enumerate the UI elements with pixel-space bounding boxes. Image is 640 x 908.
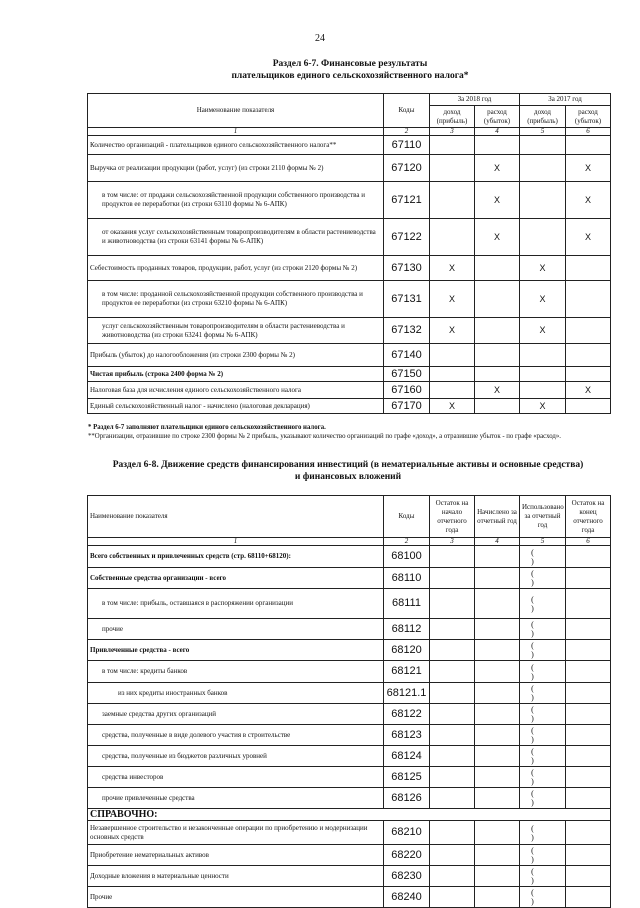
page-number: 24 bbox=[315, 33, 325, 44]
col-num: 2 bbox=[384, 128, 430, 136]
col-num: 2 bbox=[384, 538, 430, 546]
cell-paren: ( ) bbox=[520, 546, 566, 568]
cell-value bbox=[566, 821, 611, 845]
cell-value bbox=[430, 367, 475, 382]
cell-value: X bbox=[520, 281, 566, 318]
cell-value bbox=[430, 746, 475, 767]
cell-value bbox=[566, 887, 611, 908]
cell-value bbox=[520, 344, 566, 367]
col-num: 3 bbox=[430, 538, 475, 546]
cell-value bbox=[430, 845, 475, 866]
cell-paren: ( ) bbox=[520, 640, 566, 661]
row-code: 68240 bbox=[384, 887, 430, 908]
cell-value bbox=[566, 136, 611, 155]
table-row bbox=[88, 281, 611, 318]
cell-value bbox=[566, 704, 611, 725]
header-code: Коды bbox=[384, 94, 430, 128]
cell-paren: ( ) bbox=[520, 845, 566, 866]
row-code: 68220 bbox=[384, 845, 430, 866]
cell-paren: ( ) bbox=[520, 661, 566, 683]
row-code: 68100 bbox=[384, 546, 430, 568]
cell-value bbox=[475, 589, 520, 619]
cell-value bbox=[475, 619, 520, 640]
cell-value bbox=[475, 821, 520, 845]
cell-paren: ( ) bbox=[520, 619, 566, 640]
cell-value bbox=[475, 367, 520, 382]
row-code: 68210 bbox=[384, 821, 430, 845]
table-row bbox=[88, 788, 611, 809]
cell-value bbox=[475, 746, 520, 767]
row-code: 67140 bbox=[384, 344, 430, 367]
cell-value bbox=[475, 318, 520, 344]
table-row bbox=[88, 619, 611, 640]
col-num: 1 bbox=[88, 538, 384, 546]
row-label: Незавершенное строительство и незаконченные операции по приобретению и модернизации основных средств bbox=[88, 821, 384, 845]
cell-value bbox=[430, 546, 475, 568]
header-name: Наименование показателя bbox=[88, 496, 384, 538]
table-row bbox=[88, 845, 611, 866]
col-num: 5 bbox=[520, 538, 566, 546]
cell-value: X bbox=[475, 382, 520, 399]
table-row bbox=[88, 318, 611, 344]
cell-value bbox=[475, 661, 520, 683]
table-row bbox=[88, 546, 611, 568]
row-label: в том числе: проданной сельскохозяйственной продукции собственного производства и продуктов ее переработки (из строки 63210 формы № 6-АПК) bbox=[88, 281, 384, 318]
table-row bbox=[88, 683, 611, 704]
header-name: Наименование показателя bbox=[88, 94, 384, 128]
cell-value bbox=[430, 382, 475, 399]
cell-value: X bbox=[475, 182, 520, 219]
row-code: 68112 bbox=[384, 619, 430, 640]
col-num: 3 bbox=[430, 128, 475, 136]
cell-value bbox=[430, 704, 475, 725]
investment-funding-table bbox=[87, 495, 611, 908]
row-code: 68123 bbox=[384, 725, 430, 746]
table-row bbox=[88, 367, 611, 382]
row-label: прочие привлеченные средства bbox=[88, 788, 384, 809]
section-6-8-title-line1: Раздел 6-8. Движение средств финансирования инвестиций (в нематериальные активы и основные средства) bbox=[112, 460, 584, 470]
row-code: 68125 bbox=[384, 767, 430, 788]
cell-value bbox=[430, 887, 475, 908]
cell-value bbox=[566, 281, 611, 318]
row-code: 68124 bbox=[384, 746, 430, 767]
row-code: 68122 bbox=[384, 704, 430, 725]
col-num: 4 bbox=[475, 128, 520, 136]
row-label: из них кредиты иностранных банков bbox=[88, 683, 384, 704]
header-end-balance: Остаток на конец отчетного года bbox=[566, 496, 611, 538]
cell-value bbox=[566, 725, 611, 746]
row-label: Привлеченные средства - всего bbox=[88, 640, 384, 661]
table-row bbox=[88, 866, 611, 887]
section-6-7-title-line1: Раздел 6-7. Финансовые результаты bbox=[272, 59, 428, 69]
cell-value bbox=[430, 219, 475, 256]
cell-value bbox=[430, 182, 475, 219]
row-label: средства, полученные в виде долевого участия в строительстве bbox=[88, 725, 384, 746]
cell-paren: ( ) bbox=[520, 788, 566, 809]
header-start-balance: Остаток на начало отчетного года bbox=[430, 496, 475, 538]
row-label: Собственные средства организации - всего bbox=[88, 568, 384, 589]
row-label: средства, полученные из бюджетов различных уровней bbox=[88, 746, 384, 767]
cell-value: X bbox=[566, 219, 611, 256]
cell-value bbox=[566, 640, 611, 661]
cell-paren: ( ) bbox=[520, 704, 566, 725]
cell-value bbox=[430, 589, 475, 619]
col-num: 4 bbox=[475, 538, 520, 546]
cell-paren: ( ) bbox=[520, 821, 566, 845]
cell-value bbox=[520, 136, 566, 155]
table-row bbox=[88, 155, 611, 182]
row-label: Прибыль (убыток) до налогообложения (из строки 2300 формы № 2) bbox=[88, 344, 384, 367]
row-code: 68126 bbox=[384, 788, 430, 809]
header-expense-2017: расход (убыток) bbox=[566, 106, 611, 128]
table-row bbox=[88, 704, 611, 725]
cell-value bbox=[475, 640, 520, 661]
cell-value: X bbox=[475, 155, 520, 182]
table-row bbox=[88, 887, 611, 908]
row-code: 67120 bbox=[384, 155, 430, 182]
row-code: 67150 bbox=[384, 367, 430, 382]
cell-value bbox=[566, 767, 611, 788]
cell-value bbox=[520, 367, 566, 382]
cell-value bbox=[566, 399, 611, 414]
cell-value bbox=[566, 661, 611, 683]
section-6-7-title bbox=[90, 58, 610, 82]
cell-value: X bbox=[566, 182, 611, 219]
cell-value bbox=[566, 318, 611, 344]
cell-value bbox=[475, 704, 520, 725]
cell-value: X bbox=[520, 399, 566, 414]
table-row bbox=[88, 136, 611, 155]
row-code: 68121.1 bbox=[384, 683, 430, 704]
cell-value bbox=[430, 155, 475, 182]
cell-value bbox=[430, 866, 475, 887]
header-income-2018: доход (прибыль) bbox=[430, 106, 475, 128]
cell-value bbox=[430, 640, 475, 661]
row-label: Выручка от реализации продукции (работ, услуг) (из строки 2110 формы № 2) bbox=[88, 155, 384, 182]
cell-value bbox=[566, 619, 611, 640]
cell-value bbox=[566, 344, 611, 367]
table-row bbox=[88, 821, 611, 845]
col-num: 6 bbox=[566, 128, 611, 136]
row-label: Единый сельскохозяйственный налог - начислено (налоговая декларация) bbox=[88, 399, 384, 414]
cell-value bbox=[520, 155, 566, 182]
row-code: 68121 bbox=[384, 661, 430, 683]
cell-value bbox=[430, 788, 475, 809]
cell-value bbox=[430, 767, 475, 788]
row-code: 67130 bbox=[384, 256, 430, 281]
section-6-8-title-line2: и финансовых вложений bbox=[294, 472, 402, 482]
header-2018: За 2018 год bbox=[430, 94, 520, 106]
cell-value bbox=[475, 136, 520, 155]
row-code: 68110 bbox=[384, 568, 430, 589]
row-label: услуг сельскохозяйственным товаропроизводителям в области растениеводства и животноводства (из строки 63241 формы № 6-АПК) bbox=[88, 318, 384, 344]
cell-value bbox=[566, 589, 611, 619]
cell-paren: ( ) bbox=[520, 887, 566, 908]
header-expense-2018: расход (убыток) bbox=[475, 106, 520, 128]
row-label: Доходные вложения в материальные ценности bbox=[88, 866, 384, 887]
row-code: 67110 bbox=[384, 136, 430, 155]
table-row bbox=[88, 640, 611, 661]
cell-value bbox=[475, 546, 520, 568]
cell-value bbox=[475, 725, 520, 746]
row-code: 68111 bbox=[384, 589, 430, 619]
header-2017: За 2017 год bbox=[520, 94, 611, 106]
cell-value bbox=[475, 281, 520, 318]
cell-value bbox=[475, 845, 520, 866]
row-label: прочие bbox=[88, 619, 384, 640]
cell-value bbox=[475, 399, 520, 414]
reference-label: СПРАВОЧНО: bbox=[88, 809, 611, 821]
cell-value bbox=[566, 367, 611, 382]
col-num: 1 bbox=[88, 128, 384, 136]
section-6-7-title-line2: плательщиков единого сельскохозяйственного налога* bbox=[231, 71, 469, 81]
cell-value: X bbox=[430, 399, 475, 414]
cell-value: X bbox=[566, 382, 611, 399]
cell-paren: ( ) bbox=[520, 568, 566, 589]
table-row bbox=[88, 661, 611, 683]
cell-value bbox=[475, 887, 520, 908]
cell-value bbox=[430, 821, 475, 845]
row-code: 67121 bbox=[384, 182, 430, 219]
row-label: в том числе: от продажи сельскохозяйственной продукции собственного производства и продуктов ее переработки (из строки 63110 формы № 6-АПК) bbox=[88, 182, 384, 219]
row-label: Всего собственных и привлеченных средств (стр. 68110+68120): bbox=[88, 546, 384, 568]
cell-value: X bbox=[430, 281, 475, 318]
cell-value: X bbox=[520, 256, 566, 281]
table-row bbox=[88, 399, 611, 414]
cell-value: X bbox=[566, 155, 611, 182]
row-code: 68120 bbox=[384, 640, 430, 661]
cell-value bbox=[430, 683, 475, 704]
table-row bbox=[88, 725, 611, 746]
cell-value: X bbox=[520, 318, 566, 344]
row-label: заемные средства других организаций bbox=[88, 704, 384, 725]
note-2: **Организации, отразившие по строке 2300 формы № 2 прибыль, указывают количество организаций по графе «доход», а отразившие убыток - по графе «расход». bbox=[88, 433, 561, 440]
row-label: Налоговая база для исчисления единого сельскохозяйственного налога bbox=[88, 382, 384, 399]
table-row bbox=[88, 568, 611, 589]
table-row bbox=[88, 256, 611, 281]
cell-value bbox=[566, 256, 611, 281]
row-label: средства инвесторов bbox=[88, 767, 384, 788]
row-label: Прочие bbox=[88, 887, 384, 908]
table-row bbox=[88, 344, 611, 367]
cell-value bbox=[430, 568, 475, 589]
col-num: 5 bbox=[520, 128, 566, 136]
table-row bbox=[88, 219, 611, 256]
cell-value bbox=[475, 256, 520, 281]
cell-value bbox=[475, 767, 520, 788]
cell-value bbox=[566, 788, 611, 809]
row-label: от оказания услуг сельскохозяйственным товаропроизводителям в области растениеводства и животноводства (из строки 63141 формы № 6-АПК) bbox=[88, 219, 384, 256]
row-label: в том числе: прибыль, оставшаяся в распоряжении организации bbox=[88, 589, 384, 619]
cell-value bbox=[520, 382, 566, 399]
cell-value: X bbox=[430, 256, 475, 281]
table-row bbox=[88, 182, 611, 219]
cell-value bbox=[475, 866, 520, 887]
row-code: 68230 bbox=[384, 866, 430, 887]
cell-value bbox=[430, 661, 475, 683]
cell-paren: ( ) bbox=[520, 767, 566, 788]
cell-value bbox=[475, 568, 520, 589]
row-code: 67160 bbox=[384, 382, 430, 399]
header-used: Использовано за отчетный год bbox=[520, 496, 566, 538]
row-label: Себестоимость проданных товаров, продукции, работ, услуг (из строки 2120 формы № 2) bbox=[88, 256, 384, 281]
cell-value bbox=[475, 788, 520, 809]
row-code: 67132 bbox=[384, 318, 430, 344]
cell-value bbox=[475, 344, 520, 367]
row-label: Чистая прибыль (строка 2400 форма № 2) bbox=[88, 367, 384, 382]
table-row bbox=[88, 382, 611, 399]
cell-value bbox=[430, 725, 475, 746]
row-code: 67170 bbox=[384, 399, 430, 414]
header-accrued: Начислено за отчетный год bbox=[475, 496, 520, 538]
cell-value bbox=[430, 136, 475, 155]
cell-paren: ( ) bbox=[520, 866, 566, 887]
cell-value bbox=[430, 344, 475, 367]
cell-value bbox=[520, 182, 566, 219]
cell-value bbox=[566, 746, 611, 767]
cell-paren: ( ) bbox=[520, 683, 566, 704]
cell-value bbox=[475, 683, 520, 704]
cell-value bbox=[566, 546, 611, 568]
financial-results-table bbox=[87, 93, 611, 414]
section-6-7-notes bbox=[88, 423, 608, 441]
cell-value bbox=[566, 845, 611, 866]
cell-value: X bbox=[430, 318, 475, 344]
row-label: Приобретение нематериальных активов bbox=[88, 845, 384, 866]
section-6-8-title bbox=[78, 459, 618, 483]
row-code: 67131 bbox=[384, 281, 430, 318]
table-row bbox=[88, 589, 611, 619]
cell-value bbox=[566, 568, 611, 589]
row-label: Количество организаций - плательщиков единого сельскохозяйственного налога** bbox=[88, 136, 384, 155]
note-1: * Раздел 6-7 заполняют плательщики единого сельскохозяйственного налога. bbox=[88, 424, 326, 431]
cell-paren: ( ) bbox=[520, 746, 566, 767]
col-num: 6 bbox=[566, 538, 611, 546]
cell-value bbox=[566, 683, 611, 704]
cell-value bbox=[520, 219, 566, 256]
header-income-2017: доход (прибыль) bbox=[520, 106, 566, 128]
cell-value bbox=[430, 619, 475, 640]
table-row bbox=[88, 767, 611, 788]
header-code: Коды bbox=[384, 496, 430, 538]
cell-value: X bbox=[475, 219, 520, 256]
row-label: в том числе: кредиты банков bbox=[88, 661, 384, 683]
table-row bbox=[88, 746, 611, 767]
cell-paren: ( ) bbox=[520, 589, 566, 619]
cell-value bbox=[566, 866, 611, 887]
row-code: 67122 bbox=[384, 219, 430, 256]
cell-paren: ( ) bbox=[520, 725, 566, 746]
